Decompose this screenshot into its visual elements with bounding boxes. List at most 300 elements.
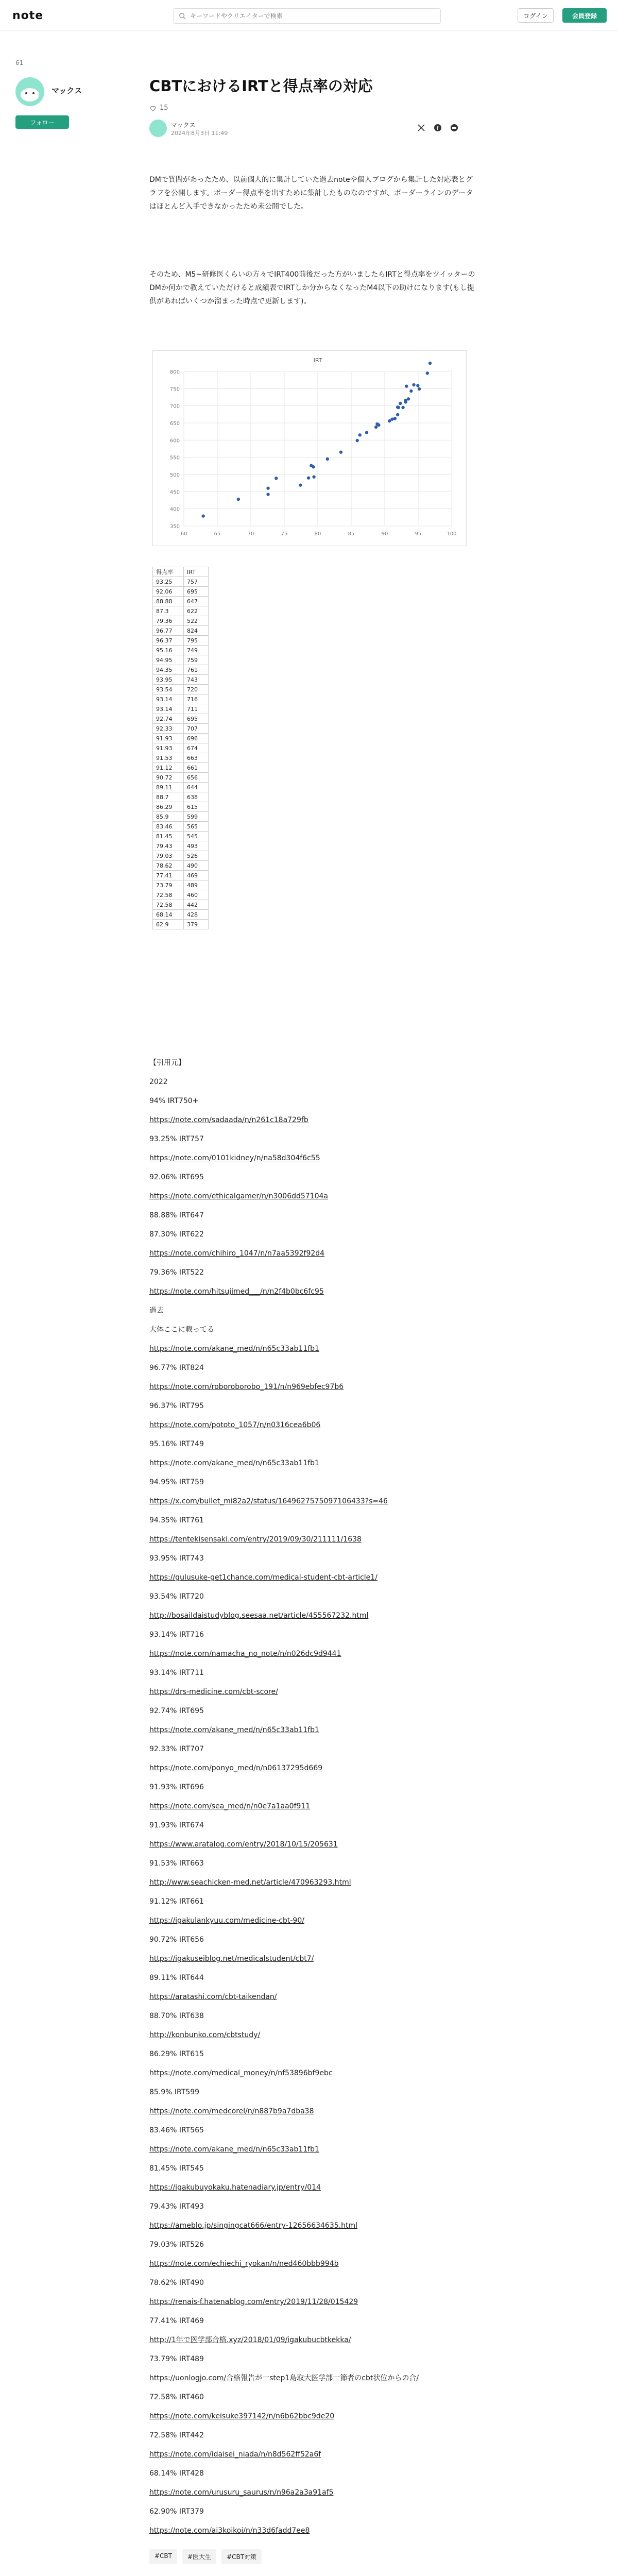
cell-score: 92.74 bbox=[153, 714, 184, 724]
reference-text: 79.43% IRT493 bbox=[149, 2202, 204, 2211]
x-tick-label: 80 bbox=[314, 531, 321, 537]
reference-url[interactable]: https://note.com/idaisei_niada/n/n8d562ff52a6f bbox=[149, 2450, 321, 2459]
cell-score: 93.95 bbox=[153, 675, 184, 685]
cell-irt: 759 bbox=[184, 655, 209, 665]
reference-url[interactable]: https://uonlogjo.com/合格報告が一step1島取大医学部一節者のcbt状位からの合/ bbox=[149, 2374, 419, 2382]
data-point bbox=[356, 439, 359, 442]
reference-text: 85.9% IRT599 bbox=[149, 2088, 200, 2096]
reference-url[interactable]: https://tentekisensaki.com/entry/2019/09/30/211111/1638 bbox=[149, 1535, 362, 1544]
data-point bbox=[358, 433, 362, 436]
reference-url[interactable]: https://note.com/sadaada/n/n261c18a729fb bbox=[149, 1116, 308, 1124]
reference-url[interactable]: https://note.com/keisuke397142/n/n6b62bbc9de20 bbox=[149, 2412, 335, 2420]
data-point bbox=[412, 383, 415, 386]
cell-irt: 656 bbox=[184, 773, 209, 783]
x-tick-label: 85 bbox=[348, 531, 355, 537]
reference-text: 91.12% IRT661 bbox=[149, 1897, 204, 1906]
reference-url[interactable]: https://note.com/pototo_1057/n/n0316cea6b06 bbox=[149, 1421, 321, 1429]
x-tick-label: 60 bbox=[180, 531, 187, 537]
reference-url[interactable]: http://bosaiIdaistudyblog.seesaa.net/article/455567232.html bbox=[149, 1612, 369, 1620]
table-row bbox=[153, 655, 209, 665]
reference-text: 72.58% IRT460 bbox=[149, 2393, 204, 2401]
x-tick-label: 65 bbox=[214, 531, 221, 537]
cell-score: 95.16 bbox=[153, 646, 184, 655]
y-tick-label: 550 bbox=[169, 455, 180, 461]
table-row bbox=[153, 792, 209, 802]
reference-url[interactable]: https://ameblo.jp/singingcat666/entry-12656634635.html bbox=[149, 2222, 357, 2230]
svg-text:f: f bbox=[437, 126, 439, 131]
avatar[interactable] bbox=[15, 77, 44, 106]
reference-link[interactable] bbox=[149, 2521, 479, 2540]
y-tick-label: 350 bbox=[169, 524, 180, 530]
table-row bbox=[153, 812, 209, 822]
table-row bbox=[153, 675, 209, 685]
reference-url[interactable]: https://note.com/akane_med/n/n65c33ab11fb1 bbox=[149, 1459, 319, 1467]
x-share-icon[interactable] bbox=[417, 124, 425, 132]
reference-url[interactable]: https://note.com/sea_med/n/n0e7a1aa0f911 bbox=[149, 1802, 311, 1810]
cell-score: 88.7 bbox=[153, 792, 184, 802]
reference-link[interactable] bbox=[149, 2407, 479, 2426]
reference-url[interactable]: https://note.com/ponyo_med/n/n06137295d669 bbox=[149, 1764, 323, 1772]
data-point bbox=[274, 477, 278, 480]
reference-text: 93.14% IRT711 bbox=[149, 1669, 204, 1677]
reference-url[interactable]: https://note.com/hitsujimed___/n/n2f4b0bc6fc95 bbox=[149, 1287, 324, 1296]
score-irt-table bbox=[152, 567, 209, 929]
table-row bbox=[153, 841, 209, 851]
cell-irt: 526 bbox=[184, 851, 209, 861]
table-row bbox=[153, 626, 209, 636]
cell-score: 94.95 bbox=[153, 655, 184, 665]
reference-url[interactable]: https://note.com/akane_med/n/n65c33ab11fb1 bbox=[149, 1726, 319, 1734]
reference-text: 86.29% IRT615 bbox=[149, 2050, 204, 2058]
data-point bbox=[401, 406, 404, 409]
reference-text: 92.06% IRT695 bbox=[149, 1173, 204, 1181]
reference-text: 92.33% IRT707 bbox=[149, 1745, 204, 1753]
data-point bbox=[393, 417, 397, 420]
reference-url[interactable]: https://aratashi.com/cbt-taikendan/ bbox=[149, 1993, 277, 2001]
y-tick-label: 650 bbox=[169, 421, 180, 427]
reference-text: 72.58% IRT442 bbox=[149, 2431, 204, 2439]
cell-score: 83.46 bbox=[153, 822, 184, 832]
table-row bbox=[153, 890, 209, 900]
data-point bbox=[326, 457, 329, 461]
cell-score: 89.11 bbox=[153, 783, 184, 792]
top-header bbox=[0, 0, 618, 31]
reference-url[interactable]: https://note.com/0101kidney/n/na58d304f6c55 bbox=[149, 1154, 320, 1162]
data-point bbox=[396, 413, 399, 416]
cell-irt: 545 bbox=[184, 832, 209, 841]
data-point bbox=[365, 431, 368, 434]
table-row bbox=[153, 665, 209, 675]
cell-score: 79.43 bbox=[153, 841, 184, 851]
table-row bbox=[153, 783, 209, 792]
reference-text: 95.16% IRT749 bbox=[149, 1440, 204, 1448]
reference-link[interactable] bbox=[149, 1149, 479, 1168]
cell-irt: 824 bbox=[184, 626, 209, 636]
reference-url[interactable]: https://www.aratalog.com/entry/2018/10/15/205631 bbox=[149, 1840, 338, 1849]
author-name[interactable]: マックス bbox=[171, 122, 196, 129]
reference-link[interactable] bbox=[149, 1492, 479, 1511]
irt-scatter-chart bbox=[152, 350, 467, 546]
cell-irt: 644 bbox=[184, 783, 209, 792]
publish-date: 2024年8月3日 11:49 bbox=[171, 130, 228, 137]
reference-text: 89.11% IRT644 bbox=[149, 1974, 204, 1982]
table-row bbox=[153, 773, 209, 783]
cell-score: 93.25 bbox=[153, 577, 184, 587]
tag-cbt-prep[interactable]: #CBT対策 bbox=[221, 2549, 262, 2564]
data-point bbox=[377, 423, 380, 427]
table-row bbox=[153, 910, 209, 920]
reference-url[interactable]: https://drs-medicine.com/cbt-score/ bbox=[149, 1688, 278, 1696]
reference-url[interactable]: https://igakubuyokaku.hatenadiary.jp/entry/014 bbox=[149, 2183, 321, 2192]
cell-irt: 615 bbox=[184, 802, 209, 812]
cell-score: 79.03 bbox=[153, 851, 184, 861]
facebook-share-icon[interactable] bbox=[434, 124, 442, 132]
cell-score: 68.14 bbox=[153, 910, 184, 920]
data-point bbox=[388, 419, 391, 422]
reference-link[interactable] bbox=[149, 1911, 479, 1930]
data-point bbox=[428, 362, 432, 365]
table-row bbox=[153, 851, 209, 861]
search-box[interactable] bbox=[173, 8, 441, 24]
data-point bbox=[426, 371, 429, 375]
note-logo[interactable]: note bbox=[12, 9, 44, 22]
reference-text: 68.14% IRT428 bbox=[149, 2469, 204, 2478]
cell-score: 91.93 bbox=[153, 743, 184, 753]
reference-text: 2022 bbox=[149, 1078, 168, 1086]
cell-score: 72.58 bbox=[153, 900, 184, 910]
cell-score: 92.06 bbox=[153, 587, 184, 597]
cell-score: 92.33 bbox=[153, 724, 184, 734]
reference-text: 93.14% IRT716 bbox=[149, 1631, 204, 1639]
reference-link[interactable] bbox=[149, 1378, 479, 1397]
y-tick-label: 750 bbox=[169, 386, 180, 393]
table-row bbox=[153, 587, 209, 597]
share-icons bbox=[417, 124, 458, 132]
reference-link[interactable] bbox=[149, 1721, 479, 1740]
cell-score: 91.93 bbox=[153, 734, 184, 743]
reference-url[interactable]: https://note.com/urusuru_saurus/n/n96a2a3a91af5 bbox=[149, 2488, 334, 2497]
reference-link[interactable] bbox=[149, 1568, 479, 1587]
data-point bbox=[409, 389, 413, 393]
table-row bbox=[153, 753, 209, 763]
table-row bbox=[153, 743, 209, 753]
reference-link[interactable] bbox=[149, 1111, 479, 1130]
reference-link[interactable] bbox=[149, 1187, 479, 1206]
reference-text: 93.95% IRT743 bbox=[149, 1554, 204, 1563]
reference-link[interactable] bbox=[149, 2102, 479, 2121]
table-row bbox=[153, 880, 209, 890]
tag-cbt[interactable]: #CBT bbox=[149, 2549, 177, 2564]
reference-link[interactable] bbox=[149, 1530, 479, 1549]
table-row bbox=[153, 832, 209, 841]
cell-irt: 707 bbox=[184, 724, 209, 734]
cell-irt: 663 bbox=[184, 753, 209, 763]
reference-link[interactable] bbox=[149, 1606, 479, 1625]
data-point bbox=[266, 486, 269, 489]
reference-link[interactable] bbox=[149, 2064, 479, 2083]
reference-text: 91.93% IRT696 bbox=[149, 1783, 204, 1791]
cell-irt: 469 bbox=[184, 871, 209, 880]
data-point bbox=[405, 384, 408, 387]
reference-link[interactable] bbox=[149, 1759, 479, 1778]
cell-score: 93.14 bbox=[153, 704, 184, 714]
cell-irt: 695 bbox=[184, 714, 209, 724]
reference-url[interactable]: http://www.seachicken-med.net/article/470963293.html bbox=[149, 1878, 351, 1887]
cell-score: 79.36 bbox=[153, 616, 184, 626]
reference-text: 88.88% IRT647 bbox=[149, 1211, 204, 1219]
reference-text: 96.77% IRT824 bbox=[149, 1364, 204, 1372]
table-row bbox=[153, 646, 209, 655]
reference-link[interactable] bbox=[149, 2293, 479, 2312]
table-row bbox=[153, 802, 209, 812]
sidebar-count: 61 bbox=[15, 59, 24, 66]
reference-text: 88.70% IRT638 bbox=[149, 2012, 204, 2020]
body-paragraph-1: DMで質問があったため、以前個人的に集計していた過去noteや個人ブログから集計した対応表とグラフを公開します。ボーダー得点率を出すために集計したものなのですが、ボーダーラインのデータはほとんど入手できなかったため未公開でした。 bbox=[149, 176, 473, 211]
cell-irt: 638 bbox=[184, 792, 209, 802]
cell-irt: 695 bbox=[184, 587, 209, 597]
reference-text: 94.35% IRT761 bbox=[149, 1516, 204, 1524]
author-avatar[interactable] bbox=[149, 120, 167, 137]
reference-list bbox=[149, 1054, 479, 2540]
reference-text: 92.74% IRT695 bbox=[149, 1707, 204, 1715]
cell-score: 94.35 bbox=[153, 665, 184, 675]
reference-text: 94% IRT750+ bbox=[149, 1097, 199, 1105]
reference-text: 93.25% IRT757 bbox=[149, 1135, 204, 1143]
reference-link[interactable] bbox=[149, 1873, 479, 1892]
reference-url[interactable]: https://note.com/akane_med/n/n65c33ab11fb1 bbox=[149, 2145, 319, 2154]
reference-text: 93.54% IRT720 bbox=[149, 1592, 204, 1601]
cell-irt: 379 bbox=[184, 920, 209, 929]
cell-score: 73.79 bbox=[153, 880, 184, 890]
data-point bbox=[399, 402, 402, 405]
table-row bbox=[153, 704, 209, 714]
reference-link[interactable] bbox=[149, 2483, 479, 2502]
table-row bbox=[153, 871, 209, 880]
body-paragraph-2: そのため、M5~研修医くらいの方々でIRT400前後だった方がいましたらIRTと得点率をツイッターのDMか何かで教えていただけると成績表でIRTしか分からなくなったM4以下の助けになります(もし提供があればいくつか溜まった時点で更新します)。 bbox=[149, 270, 475, 306]
table-row bbox=[153, 714, 209, 724]
reference-text: 過去 bbox=[149, 1307, 164, 1315]
reference-url[interactable]: https://gulusuke-get1chance.com/medical-student-cbt-article1/ bbox=[149, 1573, 377, 1582]
reference-link[interactable] bbox=[149, 2331, 479, 2350]
line-share-icon[interactable] bbox=[450, 124, 458, 132]
data-point bbox=[416, 384, 419, 387]
table-row bbox=[153, 597, 209, 606]
y-tick-label: 600 bbox=[169, 438, 180, 444]
table-row bbox=[153, 734, 209, 743]
chart-title: IRT bbox=[313, 357, 322, 364]
table-row bbox=[153, 685, 209, 694]
chart-svg bbox=[153, 351, 467, 547]
cell-irt: 565 bbox=[184, 822, 209, 832]
cell-irt: 720 bbox=[184, 685, 209, 694]
reference-url[interactable]: https://note.com/echiechi_ryokan/n/ned460bbb994b bbox=[149, 2260, 339, 2268]
data-point bbox=[339, 450, 342, 453]
data-point bbox=[418, 387, 421, 391]
reference-text: 79.03% IRT526 bbox=[149, 2241, 204, 2249]
cell-irt: 757 bbox=[184, 577, 209, 587]
cell-irt: 743 bbox=[184, 675, 209, 685]
x-tick-label: 95 bbox=[415, 531, 422, 537]
table-row bbox=[153, 920, 209, 929]
table-row bbox=[153, 822, 209, 832]
reference-text: 73.79% IRT489 bbox=[149, 2355, 204, 2363]
table-row bbox=[153, 900, 209, 910]
cell-irt: 795 bbox=[184, 636, 209, 646]
like-count: 15 bbox=[160, 104, 168, 112]
table-row bbox=[153, 694, 209, 704]
reference-link[interactable] bbox=[149, 1244, 479, 1263]
reference-url[interactable]: https://note.com/chihiro_1047/n/n7aa5392f92d4 bbox=[149, 1249, 325, 1258]
reference-link[interactable] bbox=[149, 1282, 479, 1301]
reference-url[interactable]: https://note.com/akane_med/n/n65c33ab11fb1 bbox=[149, 1345, 319, 1353]
cell-score: 88.88 bbox=[153, 597, 184, 606]
cell-irt: 428 bbox=[184, 910, 209, 920]
reference-url[interactable]: https://note.com/medical_money/n/nf53896bf9ebc bbox=[149, 2069, 333, 2077]
data-point bbox=[396, 405, 399, 409]
cell-score: 86.29 bbox=[153, 802, 184, 812]
reference-link[interactable] bbox=[149, 1416, 479, 1435]
cell-irt: 522 bbox=[184, 616, 209, 626]
cell-irt: 761 bbox=[184, 665, 209, 675]
follow-label: フォロー bbox=[30, 118, 55, 126]
cell-irt: 493 bbox=[184, 841, 209, 851]
cell-score: 93.54 bbox=[153, 685, 184, 694]
y-tick-label: 500 bbox=[169, 472, 180, 478]
reference-link[interactable] bbox=[149, 1454, 479, 1473]
data-point bbox=[310, 464, 313, 467]
y-tick-label: 400 bbox=[169, 506, 180, 513]
sidebar-author-name[interactable]: マックス bbox=[52, 86, 82, 95]
refs-heading: 【引用元】 bbox=[149, 1059, 185, 1067]
x-tick-label: 70 bbox=[247, 531, 254, 537]
reference-link[interactable] bbox=[149, 2369, 479, 2388]
reference-url[interactable]: https://igakuseiblog.net/medicalstudent/cbt7/ bbox=[149, 1955, 314, 1963]
cell-irt: 674 bbox=[184, 743, 209, 753]
data-point bbox=[404, 400, 407, 403]
cell-score: 91.12 bbox=[153, 763, 184, 773]
reference-text: 87.30% IRT622 bbox=[149, 1230, 204, 1239]
data-point bbox=[237, 498, 240, 501]
cell-score: 96.77 bbox=[153, 626, 184, 636]
reference-url[interactable]: http://1年で医学部合格.xyz/2018/01/09/igakubucbtkekka/ bbox=[149, 2336, 351, 2344]
reference-link[interactable] bbox=[149, 1988, 479, 2007]
reference-link[interactable] bbox=[149, 2026, 479, 2045]
cell-score: 62.9 bbox=[153, 920, 184, 929]
table-row bbox=[153, 724, 209, 734]
reference-link[interactable] bbox=[149, 2178, 479, 2197]
table-header-irt: IRT bbox=[184, 567, 209, 577]
data-point bbox=[266, 493, 269, 496]
reference-link[interactable] bbox=[149, 1797, 479, 1816]
tag-list bbox=[149, 2549, 262, 2564]
page-title: CBTにおけるIRTと得点率の対応 bbox=[149, 77, 373, 95]
cell-irt: 661 bbox=[184, 763, 209, 773]
signup-button[interactable]: 会員登録 bbox=[562, 8, 607, 23]
reference-link[interactable] bbox=[149, 1683, 479, 1702]
cell-score: 93.14 bbox=[153, 694, 184, 704]
search-icon bbox=[179, 12, 186, 20]
reference-url[interactable]: https://note.com/roboroborobo_191/n/n969ebfec97b6 bbox=[149, 1383, 344, 1391]
y-tick-label: 450 bbox=[169, 489, 180, 496]
table-row bbox=[153, 861, 209, 871]
reference-url[interactable]: https://note.com/ai3koikoi/n/n33d6fadd7ee8 bbox=[149, 2527, 310, 2535]
reference-url[interactable]: http://konbunko.com/cbtstudy/ bbox=[149, 2031, 261, 2039]
table-row bbox=[153, 763, 209, 773]
reference-text: 96.37% IRT795 bbox=[149, 1402, 204, 1410]
reference-link[interactable] bbox=[149, 2140, 479, 2159]
sidebar-follow-button[interactable] bbox=[15, 115, 69, 129]
reference-text: 81.45% IRT545 bbox=[149, 2164, 204, 2173]
cell-irt: 647 bbox=[184, 597, 209, 606]
x-tick-label: 100 bbox=[447, 531, 457, 537]
table-row bbox=[153, 616, 209, 626]
cell-score: 78.62 bbox=[153, 861, 184, 871]
table-header-score: 得点率 bbox=[153, 567, 184, 577]
y-tick-label: 800 bbox=[169, 369, 180, 375]
reference-text: 91.93% IRT674 bbox=[149, 1821, 204, 1829]
login-button[interactable]: ログイン bbox=[518, 8, 554, 23]
heart-icon bbox=[149, 105, 157, 112]
cell-irt: 490 bbox=[184, 861, 209, 871]
table-row bbox=[153, 636, 209, 646]
reference-url[interactable]: https://igakulankyuu.com/medicine-cbt-90/ bbox=[149, 1917, 304, 1925]
tag-med-student[interactable]: #医大生 bbox=[182, 2549, 216, 2564]
reference-url[interactable]: https://renais-f.hatenablog.com/entry/2019/11/28/015429 bbox=[149, 2298, 358, 2306]
cell-score: 87.3 bbox=[153, 606, 184, 616]
table-row bbox=[153, 606, 209, 616]
cell-irt: 696 bbox=[184, 734, 209, 743]
reference-text: 77.41% IRT469 bbox=[149, 2317, 204, 2325]
reference-text: 91.53% IRT663 bbox=[149, 1859, 204, 1868]
reference-url[interactable]: https://note.com/medcorel/n/n887b9a7dba38 bbox=[149, 2107, 314, 2115]
data-point bbox=[374, 426, 377, 429]
cell-score: 90.72 bbox=[153, 773, 184, 783]
reference-text: 90.72% IRT656 bbox=[149, 1936, 204, 1944]
reference-link[interactable] bbox=[149, 1950, 479, 1969]
reference-text: 62.90% IRT379 bbox=[149, 2507, 204, 2516]
data-point bbox=[307, 476, 310, 479]
reference-url[interactable]: https://x.com/bullet_mi82a2/status/1649627575097106433?s=46 bbox=[149, 1497, 388, 1505]
data-point bbox=[202, 514, 205, 517]
cell-irt: 599 bbox=[184, 812, 209, 822]
search-input[interactable] bbox=[190, 12, 432, 20]
cell-score: 72.58 bbox=[153, 890, 184, 900]
table-row bbox=[153, 577, 209, 587]
reference-text: 83.46% IRT565 bbox=[149, 2126, 204, 2134]
cell-score: 91.53 bbox=[153, 753, 184, 763]
reference-link[interactable] bbox=[149, 2216, 479, 2235]
reference-text: 79.36% IRT522 bbox=[149, 1268, 204, 1277]
reference-text: 94.95% IRT759 bbox=[149, 1478, 204, 1486]
cell-irt: 622 bbox=[184, 606, 209, 616]
cell-irt: 460 bbox=[184, 890, 209, 900]
cell-score: 96.37 bbox=[153, 636, 184, 646]
reference-url[interactable]: https://note.com/namacha_no_note/n/n026dc9d9441 bbox=[149, 1650, 341, 1658]
like-counter-top[interactable] bbox=[149, 104, 168, 112]
x-tick-label: 75 bbox=[281, 531, 288, 537]
data-point bbox=[312, 475, 315, 478]
reference-link[interactable] bbox=[149, 2255, 479, 2274]
reference-text: 78.62% IRT490 bbox=[149, 2279, 204, 2287]
reference-link[interactable] bbox=[149, 2445, 479, 2464]
reference-url[interactable]: https://note.com/ethicalgamer/n/n3006dd57104a bbox=[149, 1192, 328, 1200]
cell-score: 85.9 bbox=[153, 812, 184, 822]
reference-link[interactable] bbox=[149, 1340, 479, 1359]
reference-link[interactable] bbox=[149, 1835, 479, 1854]
cell-irt: 716 bbox=[184, 694, 209, 704]
reference-link[interactable] bbox=[149, 1645, 479, 1664]
cell-irt: 749 bbox=[184, 646, 209, 655]
